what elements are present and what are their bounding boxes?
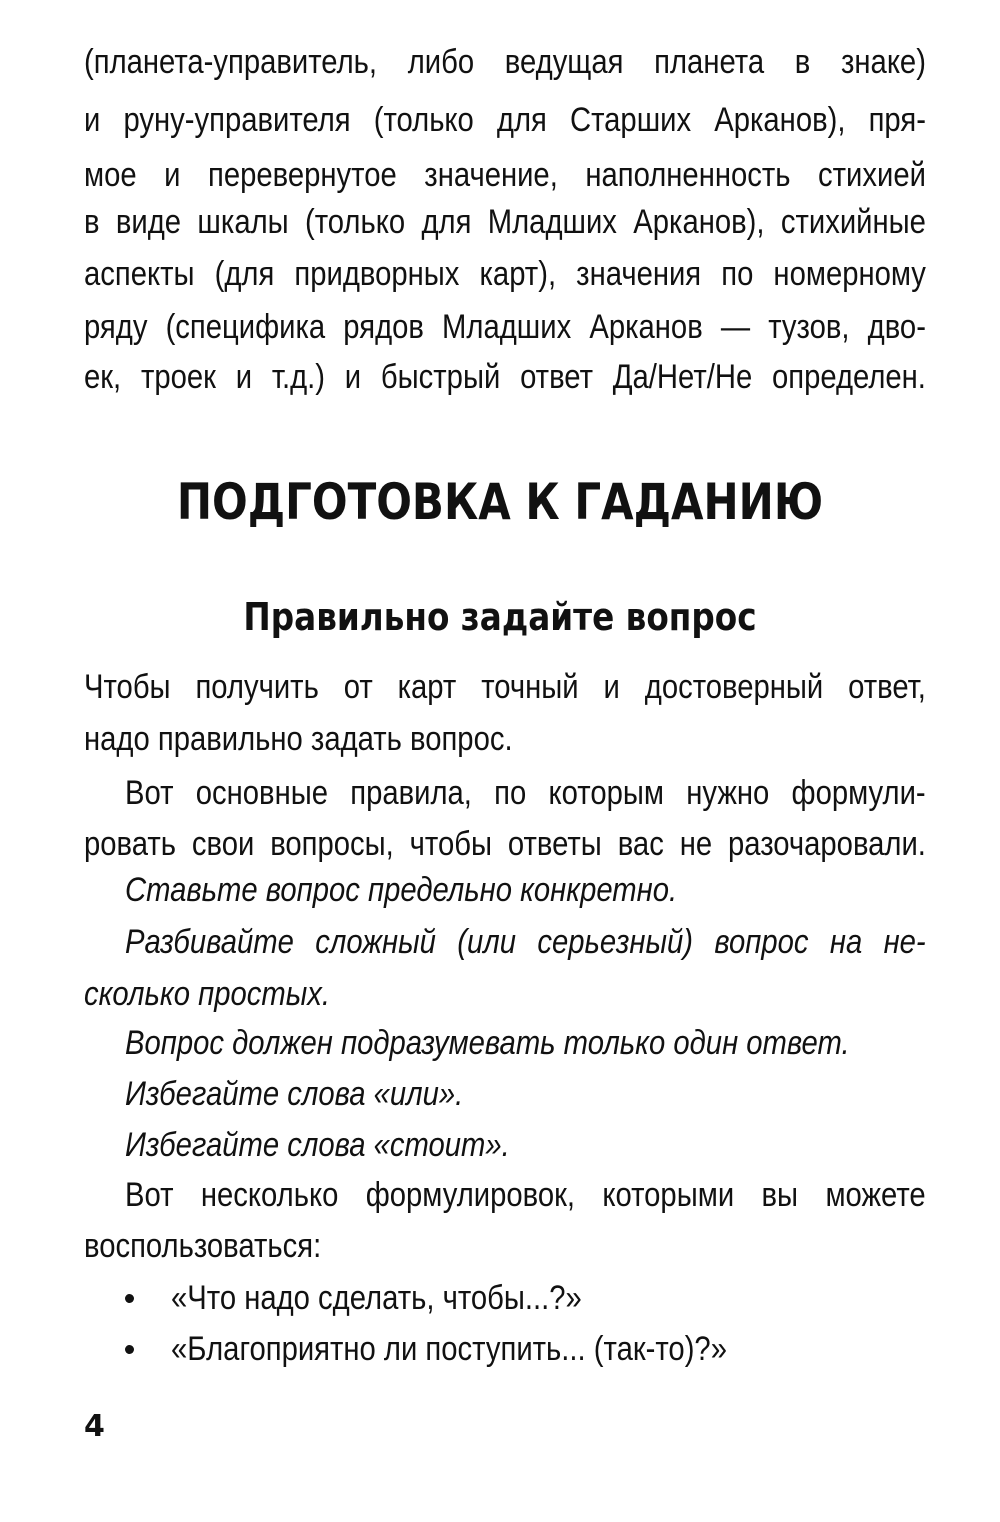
paragraph-2-line-2: ровать свои вопросы, чтобы ответы вас не разочаровали. xyxy=(84,825,926,863)
subsection-title: Правильно задайте вопрос xyxy=(243,595,757,639)
intro-line-7: ек, троек и т.д.) и быстрый ответ Да/Нет/Не определен. xyxy=(84,358,926,396)
intro-line-3: мое и перевернутое значение, наполненность стихией xyxy=(84,156,926,194)
intro-line-5: аспекты (для придворных карт), значения по номерному xyxy=(84,255,926,293)
intro-line-4: в виде шкалы (только для Младших Арканов), стихийные xyxy=(84,203,926,241)
rule-2-line-1: Разбивайте сложный (или серьезный) вопрос на не- xyxy=(125,923,926,961)
rule-2-line-2: сколько простых. xyxy=(84,975,330,1013)
paragraph-3-line-1: Вот несколько формулировок, которыми вы можете xyxy=(125,1176,926,1214)
intro-line-6: ряду (специфика рядов Младших Арканов — тузов, дво- xyxy=(84,308,926,346)
paragraph-1-line-2: надо правильно задать вопрос. xyxy=(84,720,513,758)
page-number: 4 xyxy=(84,1409,105,1444)
paragraph-1-line-1: Чтобы получить от карт точный и достоверный ответ, xyxy=(84,668,926,706)
paragraph-2-line-1: Вот основные правила, по которым нужно формули- xyxy=(125,774,926,812)
list-item-text: «Что надо сделать, чтобы...?» xyxy=(171,1279,582,1317)
rule-4: Избегайте слова «или». xyxy=(125,1075,464,1113)
intro-line-2: и руну-управителя (только для Старших Арканов), пря- xyxy=(84,101,926,139)
bullet-icon xyxy=(125,1294,134,1303)
rule-5: Избегайте слова «стоит». xyxy=(125,1126,510,1164)
list-item-text: «Благоприятно ли поступить... (так-то)?» xyxy=(171,1330,727,1368)
bullet-icon xyxy=(125,1345,134,1354)
rule-3: Вопрос должен подразумевать только один ответ. xyxy=(125,1024,850,1062)
paragraph-3-line-2: воспользоваться: xyxy=(84,1227,322,1265)
section-title: ПОДГОТОВКА К ГАДАНИЮ xyxy=(176,473,824,531)
rule-1: Ставьте вопрос предельно конкретно. xyxy=(125,871,678,909)
intro-line-1: (планета-управитель, либо ведущая планета в знаке) xyxy=(84,43,926,81)
